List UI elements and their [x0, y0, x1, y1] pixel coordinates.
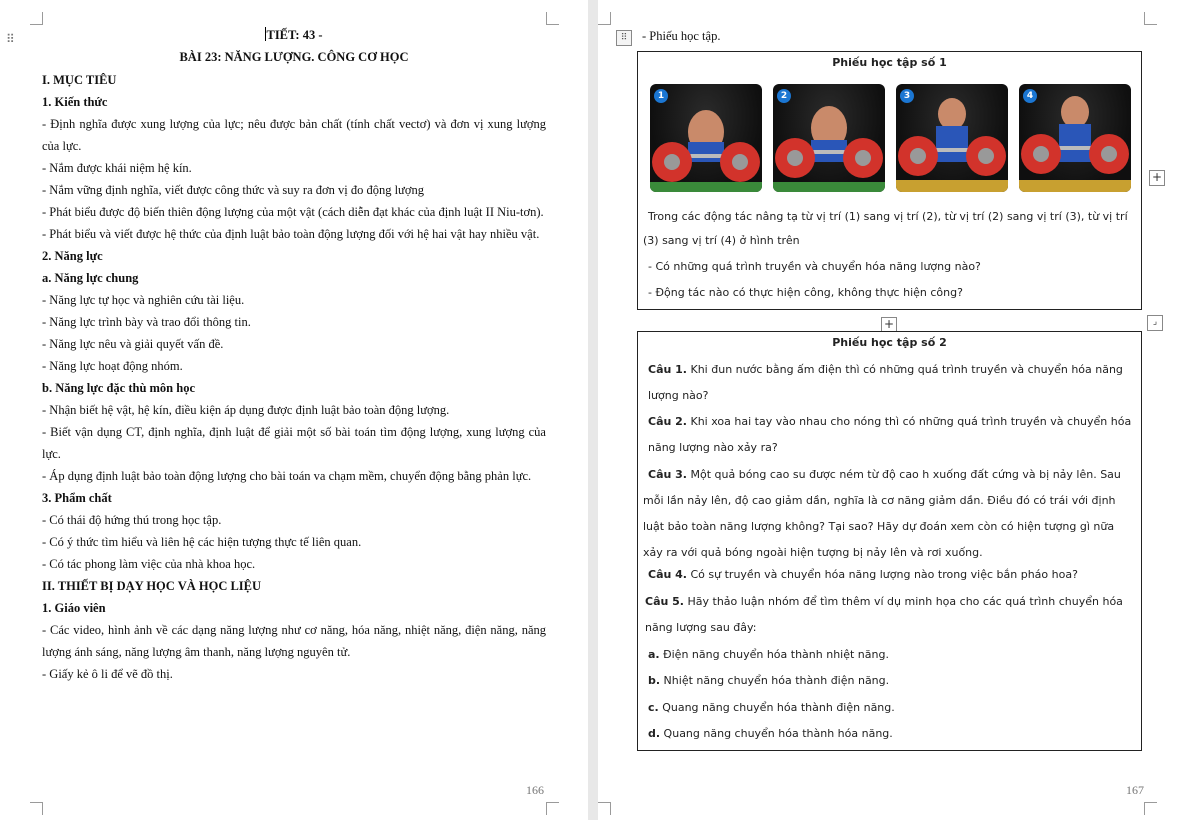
paragraph: - Các video, hình ảnh về các dạng năng lượng như cơ năng, hóa năng, nhiệt năng, điện năng, năng lượng ánh sáng, năng lượng âm thanh, năng lượng nguyên tử.	[42, 623, 546, 659]
crop-mark	[598, 12, 611, 25]
paragraph: - Năng lực nêu và giải quyết vấn đề.	[42, 337, 224, 351]
question-1: Câu 1. Khi đun nước bằng ấm điện thì có những quá trình truyền và chuyển hóa năng lượng nào?	[648, 363, 1123, 402]
photo-badge: 1	[654, 89, 668, 103]
worksheet-1	[637, 51, 1142, 310]
subsection-heading: b. Năng lực đặc thù môn học	[42, 381, 196, 395]
paragraph: - Năng lực tự học và nghiên cứu tài liệu.	[42, 293, 245, 307]
worksheet-1-title: Phiếu học tập số 1	[832, 56, 947, 69]
paragraph: - Nhận biết hệ vật, hệ kín, điều kiện áp dụng được định luật bảo toàn động lượng.	[42, 403, 450, 417]
plus-icon[interactable]: +	[881, 317, 897, 333]
plus-icon[interactable]: +	[1149, 170, 1165, 186]
paragraph: - Có thái độ hứng thú trong học tập.	[42, 513, 222, 527]
weightlifting-photo	[773, 84, 885, 192]
crop-mark	[1144, 802, 1157, 815]
option-c: c. Quang năng chuyển hóa thành điện năng.	[648, 701, 895, 714]
option-d: d. Quang năng chuyển hóa thành hóa năng.	[648, 727, 893, 740]
paragraph: - Có ý thức tìm hiểu và liên hệ các hiện tượng thực tế liên quan.	[42, 535, 362, 549]
subsection-heading: a. Năng lực chung	[42, 271, 139, 285]
paragraph: - Phát biểu được độ biến thiên động lượng của một vật (cách diễn đạt khác của định luật II Niu-tơn).	[42, 205, 544, 219]
subsection-heading: 1. Kiến thức	[42, 95, 108, 109]
question-2: Câu 2. Khi xoa hai tay vào nhau cho nóng thì có những quá trình truyền và chuyển hóa năng lượng nào xảy ra?	[648, 415, 1132, 454]
worksheet-2	[637, 331, 1142, 751]
page-number: 167	[1126, 783, 1144, 797]
photo-badge: 4	[1023, 89, 1037, 103]
weightlifting-photo	[1019, 84, 1131, 192]
worksheet-1-question: - Có những quá trình truyền và chuyển hóa năng lượng nào?	[648, 260, 981, 273]
section-heading: I. MỤC TIÊU	[42, 73, 117, 87]
weightlifting-photo	[896, 84, 1008, 192]
worksheet-2-title: Phiếu học tập số 2	[832, 336, 947, 349]
crop-mark	[598, 802, 611, 815]
paragraph: - Nắm được khái niệm hệ kín.	[42, 161, 192, 175]
move-handle-icon[interactable]: ⠿	[6, 32, 15, 46]
paragraph: - Giấy kẻ ô li để vẽ đồ thị.	[42, 667, 173, 681]
subsection-heading: 1. Giáo viên	[42, 601, 106, 615]
worksheet-heading: - Phiếu học tập.	[642, 29, 721, 43]
question-4: Câu 4. Có sự truyền và chuyển hóa năng lượng nào trong việc bắn pháo hoa?	[648, 568, 1078, 581]
paragraph: - Định nghĩa được xung lượng của lực; nêu được bản chất (tính chất vectơ) và đơn vị xung lượng của lực.	[42, 117, 546, 153]
weightlifting-photos	[650, 84, 1132, 194]
option-b: b. Nhiệt năng chuyển hóa thành điện năng.	[648, 674, 890, 687]
page-166	[0, 0, 588, 820]
photo-badge: 3	[900, 89, 914, 103]
question-3: Câu 3. Một quả bóng cao su được ném từ độ cao h xuống đất cứng và bị nảy lên. Sau mỗi lần nảy lên, độ cao giảm dần, nghĩa là cơ năng giảm dần. Điều đó có trái với định luật bảo toàn năng lượng không? Tại sao? Hãy dự đoán xem còn có hiện tượng gì nữa xảy ra với quả bóng ngoài hiện tượng bị nảy lên và rơi xuống.	[643, 468, 1121, 559]
worksheet-1-intro: Trong các động tác nâng tạ từ vị trí (1) sang vị trí (2), từ vị trí (2) sang vị trí (3), từ vị trí (3) sang vị trí (4) ở hình trên	[643, 210, 1128, 247]
paragraph: - Có tác phong làm việc của nhà khoa học.	[42, 557, 256, 571]
left-body-text	[42, 25, 546, 685]
crop-mark	[546, 12, 559, 25]
section-heading: II. THIẾT BỊ DẠY HỌC VÀ HỌC LIỆU	[42, 579, 262, 593]
subsection-heading: 2. Năng lực	[42, 249, 103, 263]
crop-mark	[1144, 12, 1157, 25]
resize-icon[interactable]: ⌟	[1147, 315, 1163, 331]
paragraph: - Biết vận dụng CT, định nghĩa, định luật để giải một số bài toán tìm động lượng, xung lượng của lực.	[42, 425, 546, 461]
worksheet-1-question: - Động tác nào có thực hiện công, không thực hiện công?	[648, 286, 963, 299]
question-5: Câu 5. Hãy thảo luận nhóm để tìm thêm ví dụ minh họa cho các quá trình chuyển hóa năng lượng sau đây:	[645, 595, 1123, 634]
paragraph: - Năng lực hoạt động nhóm.	[42, 359, 183, 373]
paragraph: - Nắm vững định nghĩa, viết được công thức và suy ra đơn vị đo động lượng	[42, 183, 424, 197]
crop-mark	[546, 802, 559, 815]
photo-badge: 2	[777, 89, 791, 103]
table-handle-icon[interactable]: ⠿	[616, 30, 632, 46]
page-number: 166	[526, 783, 544, 797]
lesson-number: TIẾT: 43 -	[266, 28, 323, 42]
paragraph: - Phát biểu và viết được hệ thức của định luật bảo toàn động lượng đối với hệ hai vật hay nhiều vật.	[42, 227, 540, 241]
weightlifting-photo	[650, 84, 762, 192]
paragraph: - Áp dụng định luật bảo toàn động lượng cho bài toán va chạm mềm, chuyển động bằng phản lực.	[42, 469, 532, 483]
lesson-title: BÀI 23: NĂNG LƯỢNG. CÔNG CƠ HỌC	[179, 50, 409, 64]
subsection-heading: 3. Phẩm chất	[42, 491, 112, 505]
crop-mark	[30, 802, 43, 815]
option-a: a. Điện năng chuyển hóa thành nhiệt năng.	[648, 648, 889, 661]
paragraph: - Năng lực trình bày và trao đổi thông tin.	[42, 315, 251, 329]
crop-mark	[30, 12, 43, 25]
